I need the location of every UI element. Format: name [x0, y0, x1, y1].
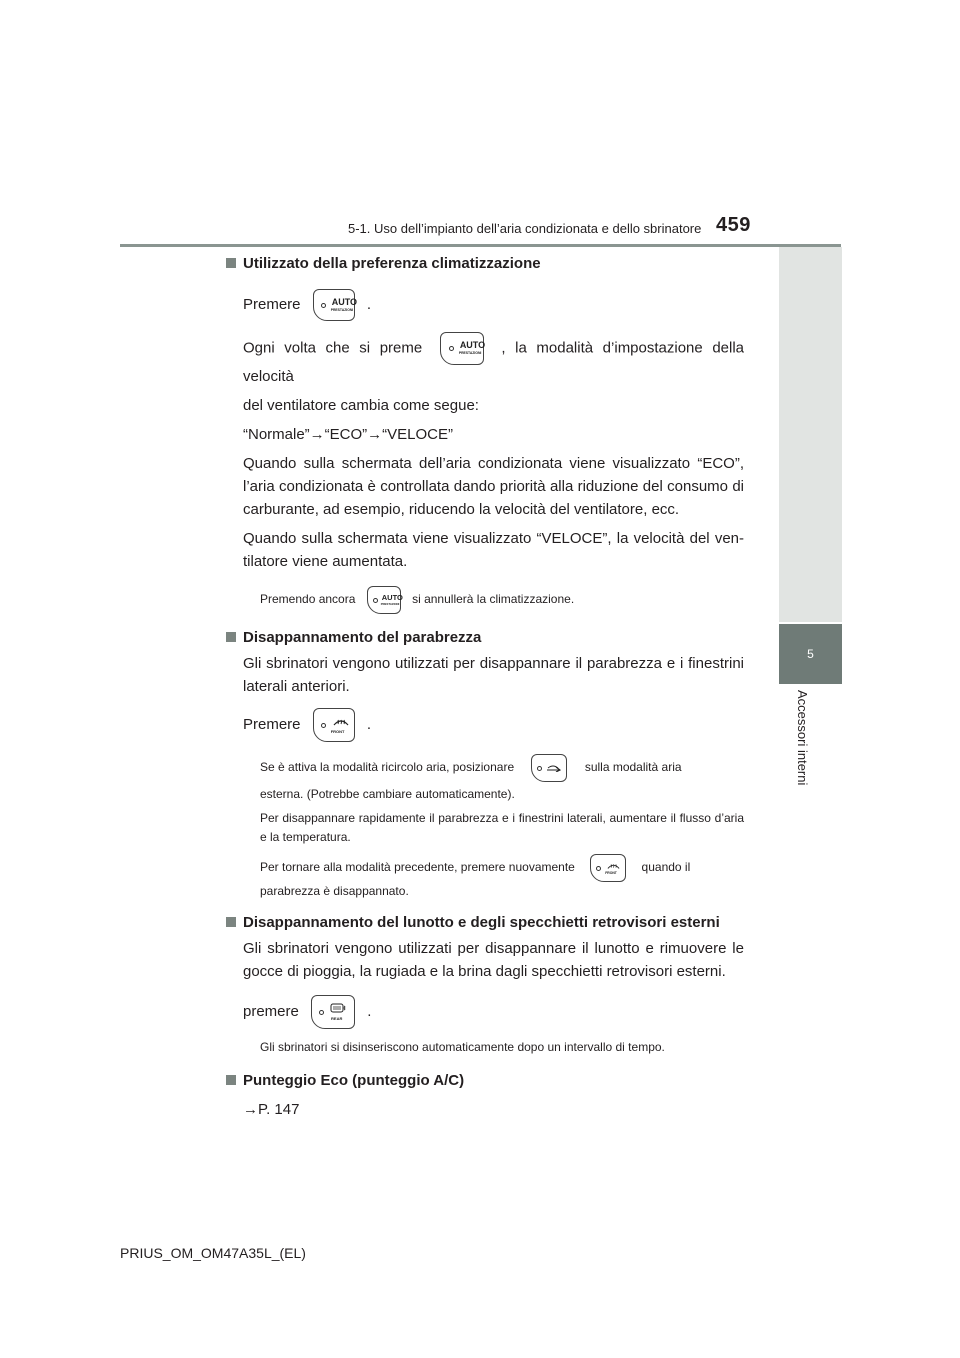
page-number: 459 [716, 214, 751, 236]
document-code: PRIUS_OM_OM47A35L_(EL) [120, 1245, 306, 1261]
header-rule [120, 244, 841, 247]
paragraph: Quando sulla schermata viene visualizzato “VELOCE”, la velocità del ven-tilatore viene aumentata. [243, 530, 744, 570]
note [226, 754, 744, 782]
led-indicator-icon [321, 303, 326, 308]
auto-button-icon [440, 332, 484, 365]
note-suffix: si annullerà la climatizzazione. [412, 592, 575, 607]
note: esterna. (Potrebbe cambiare automaticamente). [260, 787, 515, 801]
front-defroster-button-icon [313, 708, 355, 742]
note-prefix: Se è attiva la modalità ricircolo aria, posizionare [260, 760, 515, 775]
led-indicator-icon [449, 346, 454, 351]
led-indicator-icon [319, 1010, 324, 1015]
note: Per disappannare rapidamente il parabrezza e i finestrini laterali, aumentare il flusso d’aria e la temperatura. [260, 811, 744, 844]
press-prefix: Premere [243, 715, 301, 733]
note [226, 854, 744, 882]
windshield-defroster-icon [607, 862, 620, 870]
rear-defogger-button-icon [311, 995, 355, 1029]
front-label: FRONT [605, 871, 617, 875]
windshield-defroster-icon [333, 717, 349, 727]
running-header: 5-1. Uso dell’impianto dell’aria condizionata e dello sbrinatore [348, 221, 702, 236]
section-windshield [226, 628, 744, 901]
note [226, 586, 744, 614]
main-content [226, 254, 744, 1121]
section-rear-defogger [226, 913, 744, 1057]
section-climate [226, 254, 744, 614]
auto-label: AUTO [381, 593, 403, 602]
page-reference: →P. 147 [243, 1101, 300, 1118]
auto-label: AUTO [331, 297, 358, 307]
chapter-label: Accessori interni [795, 690, 810, 786]
auto-sublabel: PRESTAZIONI [330, 308, 354, 312]
led-indicator-icon [537, 766, 542, 771]
rear-window-defogger-icon [330, 1003, 348, 1013]
each-suffix: , la modalità d’impostazione della velocità [243, 339, 745, 385]
each-prefix: Ogni volta che si preme [243, 339, 423, 357]
section-heading: Disappannamento del parabrezza [226, 628, 744, 648]
paragraph [226, 332, 744, 388]
paragraph: del ventilatore cambia come segue: [243, 397, 479, 414]
auto-sublabel: PRESTAZIONI [458, 351, 482, 355]
paragraph [226, 995, 744, 1029]
press-suffix: . [366, 295, 372, 313]
press-suffix: . [367, 1002, 372, 1020]
led-indicator-icon [321, 723, 326, 728]
mode-sequence: “Normale”→“ECO”→“VELOCE” [243, 426, 454, 443]
paragraph: Gli sbrinatori vengono utilizzati per disappannare il lunotto e rimuovere le gocce di pioggia, la rugiada e la brina dagli specchietti retrovisori esterni. [243, 940, 744, 980]
press-prefix: Premere [243, 295, 301, 313]
auto-button-icon [367, 586, 401, 614]
auto-button-icon [313, 289, 358, 321]
section-eco-score [226, 1071, 744, 1121]
auto-sublabel: PRESTAZIONI [380, 602, 400, 606]
led-indicator-icon [596, 866, 601, 871]
paragraph: Gli sbrinatori vengono utilizzati per disappannare il parabrezza e i finestrini laterali anteriori. [243, 655, 744, 695]
recirculation-button-icon [531, 754, 567, 782]
note: Gli sbrinatori si disinseriscono automaticamente dopo un intervallo di tempo. [260, 1040, 665, 1054]
paragraph [226, 708, 744, 742]
note-prefix: Premendo ancora [260, 592, 356, 607]
note-suffix: sulla modalità aria [584, 760, 682, 775]
side-tab-upper [779, 247, 842, 622]
press-suffix: . [366, 715, 372, 733]
section-heading: Utilizzato della preferenza climatizzazione [226, 254, 744, 274]
front-label: FRONT [330, 729, 345, 734]
section-heading: Disappannamento del lunotto e degli specchietti retrovisori esterni [226, 913, 744, 933]
press-prefix: premere [243, 1002, 299, 1020]
led-indicator-icon [373, 598, 378, 603]
outside-air-icon [546, 764, 562, 772]
paragraph [226, 289, 744, 321]
note-suffix: quando il [641, 860, 691, 875]
note-prefix: Per tornare alla modalità precedente, premere nuovamente [260, 860, 575, 875]
note: parabrezza è disappannato. [260, 884, 409, 898]
chapter-number: 5 [779, 624, 842, 684]
rear-label: REAR [331, 1016, 343, 1021]
paragraph: Quando sulla schermata dell’aria condizionata viene visualizzato “ECO”, l’aria condizionata è controllata dando priorità alla riduzione del consumo di carburante, ad esempio, riducendo la velocità del ventilatore, ecc. [243, 455, 744, 518]
side-tab-lower [779, 684, 842, 804]
auto-label: AUTO [459, 340, 486, 350]
section-heading: Punteggio Eco (punteggio A/C) [226, 1071, 744, 1091]
front-defroster-button-icon [590, 854, 626, 882]
